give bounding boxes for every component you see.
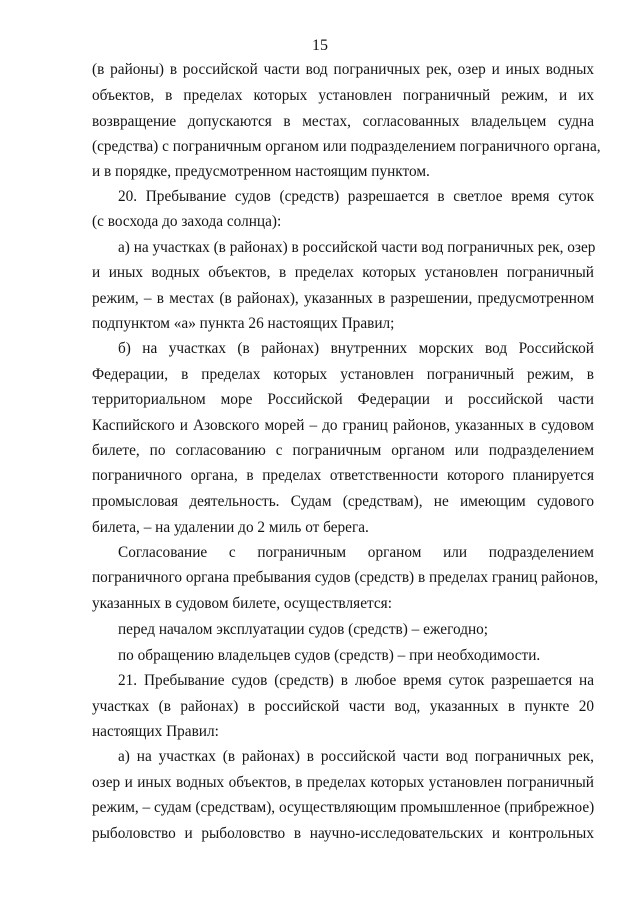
text-line: возвращение допускаются в местах, согласованных владельцем судна xyxy=(92,113,594,130)
text-line: настоящих Правил: xyxy=(92,723,219,740)
text-line: рыболовство и рыболовство в научно-исследовательских и контрольных xyxy=(92,825,594,842)
text-line: перед началом эксплуатации судов (средств) – ежегодно; xyxy=(118,621,489,638)
text-line: 21. Пребывание судов (средств) в любое время суток разрешается на xyxy=(118,672,594,689)
text-line: и в порядке, предусмотренном настоящим пунктом. xyxy=(92,163,430,180)
text-line: билета, – на удалении до 2 миль от берега. xyxy=(92,519,369,536)
text-line: озер и иных водных объектов, в пределах которых установлен пограничный xyxy=(92,774,594,791)
text-line: (в районы) в российской части вод пограничных рек, озер и иных водных xyxy=(92,61,594,78)
text-line: Согласование с пограничным органом или подразделением xyxy=(118,544,594,561)
page-number: 15 xyxy=(312,37,328,54)
text-line: пограничного органа, в пределах ответственности которого планируется xyxy=(92,467,594,484)
text-line: пограничного органа пребывания судов (средств) в пределах границ районов, xyxy=(92,569,599,586)
text-line: а) на участках (в районах) в российской части вод пограничных рек, озер xyxy=(118,239,596,256)
text-line: (с восхода до захода солнца): xyxy=(92,213,282,230)
text-line: промысловая деятельность. Судам (средствам), не имеющим судового xyxy=(92,493,594,510)
text-line: б) на участках (в районах) внутренних морских вод Российской xyxy=(118,340,594,357)
text-line: объектов, в пределах которых установлен пограничный режим, и их xyxy=(92,87,594,104)
text-line: Каспийского и Азовского морей – до границ районов, указанных в судовом xyxy=(92,417,594,434)
text-line: по обращению владельцев судов (средств) – при необходимости. xyxy=(118,647,541,664)
text-line: подпунктом «а» пункта 26 настоящих Правил; xyxy=(92,315,395,332)
text-line: территориальном море Российской Федерации и российской части xyxy=(92,391,594,408)
text-line: билете, по согласованию с пограничным органом или подразделением xyxy=(92,442,594,459)
text-line: указанных в судовом билете, осуществляется: xyxy=(92,595,392,612)
text-line: режим, – судам (средствам), осуществляющим промышленное (прибрежное) xyxy=(92,799,595,816)
text-line: Федерации, в пределах которых установлен пограничный режим, в xyxy=(92,366,594,383)
text-line: режим, – в местах (в районах), указанных в разрешении, предусмотренном xyxy=(92,290,594,307)
text-line: и иных водных объектов, в пределах которых установлен пограничный xyxy=(92,264,594,281)
text-line: а) на участках (в районах) в российской части вод пограничных рек, xyxy=(118,748,594,765)
text-line: (средства) с пограничным органом или подразделением пограничного органа, xyxy=(92,138,601,155)
text-line: участках (в районах) в российской части вод, указанных в пункте 20 xyxy=(92,698,594,715)
text-line: 20. Пребывание судов (средств) разрешается в светлое время суток xyxy=(118,188,594,205)
